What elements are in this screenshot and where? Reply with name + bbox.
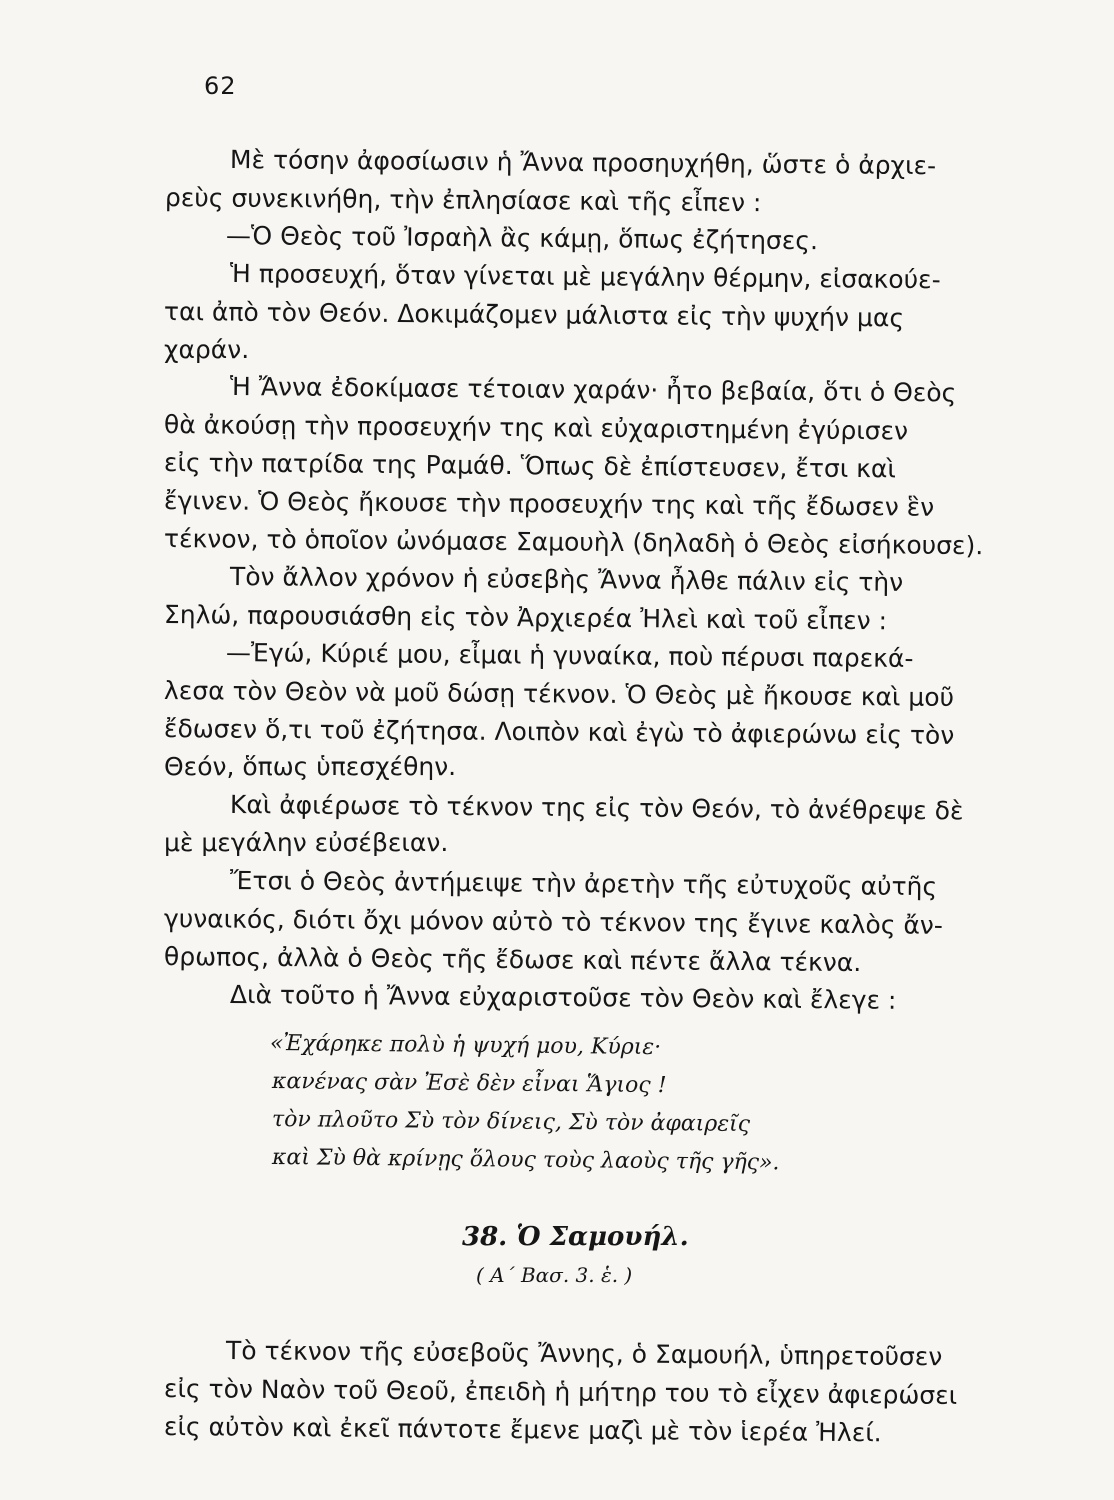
- verse-line: «Ἐχάρηκε πολὺ ἡ ψυχή μου, Κύριε·: [269, 1031, 662, 1061]
- body-line: Τὸ τέκνον τῆς εὐσεβοῦς Ἄννης, ὁ Σαμουήλ, ὑπηρετοῦσεν: [225, 1336, 943, 1372]
- body-line: Ἡ Ἄννα ἐδοκίμασε τέτοιαν χαράν· ἦτο βεβαία, ὅτι ὁ Θεὸς: [229, 372, 957, 408]
- body-line: ρεὺς συνεκινήθη, τὴν ἐπλησίασε καὶ τῆς εἶπεν :: [164, 183, 762, 218]
- body-line: λεσα τὸν Θεὸν νὰ μοῦ δώσῃ τέκνον. Ὁ Θεὸς μὲ ἤκουσε καὶ μοῦ: [163, 676, 955, 712]
- body-line: εἰς αὐτὸν καὶ ἐκεῖ πάντοτε ἔμενε μαζὶ μὲ τὸν ἱερέα Ἠλεί.: [163, 1412, 882, 1448]
- body-line: Τὸν ἄλλον χρόνον ἡ εὐσεβὴς Ἄννα ἦλθε πάλιν εἰς τὴν: [229, 562, 904, 597]
- page-number: 62: [204, 72, 237, 100]
- body-line: Καὶ ἀφιέρωσε τὸ τέκνον της εἰς τὸν Θεόν, τὸ ἀνέθρεψε δὲ: [229, 790, 964, 826]
- section-reference: ( Α΄ Βασ. 3. ἑ. ): [476, 1263, 633, 1287]
- verse-line: τὸν πλοῦτο Σὺ τὸν δίνεις, Σὺ τὸν ἀφαιρεῖς: [271, 1107, 751, 1138]
- body-line: τέκνον, τὸ ὁποῖον ὠνόμασε Σαμουὴλ (δηλαδὴ ὁ Θεὸς εἰσήκουσε).: [163, 524, 984, 561]
- body-line: θὰ ἀκούσῃ τὴν προσευχήν της καὶ εὐχαριστημένη ἐγύρισεν: [163, 410, 909, 446]
- body-line: εἰς τὴν πατρίδα της Ραμάθ. Ὅπως δὲ ἐπίστευσεν, ἔτσι καὶ: [163, 448, 897, 484]
- body-line: θρωπος, ἀλλὰ ὁ Θεὸς τῆς ἔδωσε καὶ πέντε ἄλλα τέκνα.: [163, 942, 862, 978]
- body-line: —Ὁ Θεὸς τοῦ Ἰσραὴλ ἂς κάμῃ, ὅπως ἐζήτησες.: [225, 221, 819, 256]
- body-line: ἔγινεν. Ὁ Θεὸς ἤκουσε τὴν προσευχήν της καὶ τῆς ἔδωσεν ἓν: [163, 486, 935, 522]
- body-line: εἰς τὸν Ναὸν τοῦ Θεοῦ, ἐπειδὴ ἡ μήτηρ του τὸ εἶχεν ἀφιερώσει: [163, 1374, 958, 1410]
- body-line: χαράν.: [164, 335, 250, 364]
- body-line: μὲ μεγάλην εὐσέβειαν.: [164, 828, 449, 857]
- body-line: γυναικός, διότι ὄχι μόνον αὐτὸ τὸ τέκνον της ἔγινε καλὸς ἄν-: [163, 904, 943, 940]
- body-line: —Ἐγώ, Κύριέ μου, εἶμαι ἡ γυναίκα, ποὺ πέρυσι παρεκά-: [225, 638, 914, 673]
- section-title: 38. Ὁ Σαμουήλ.: [462, 1222, 689, 1252]
- body-line: ἔδωσεν ὅ,τι τοῦ ἐζήτησα. Λοιπὸν καὶ ἐγὼ τὸ ἀφιερώνω εἰς τὸν: [163, 714, 955, 750]
- body-line: Ἡ προσευχή, ὅταν γίνεται μὲ μεγάλην θέρμην, εἰσακούε-: [229, 259, 941, 295]
- body-line: Διὰ τοῦτο ἡ Ἄννα εὐχαριστοῦσε τὸν Θεὸν καὶ ἔλεγε :: [229, 980, 897, 1015]
- body-line: ται ἀπὸ τὸν Θεόν. Δοκιμάζομεν μάλιστα εἰς τὴν ψυχήν μας: [163, 297, 905, 333]
- verse-line: κανένας σὰν Ἐσὲ δὲν εἶναι Ἅγιος !: [271, 1069, 667, 1099]
- body-line: Θεόν, ὅπως ὑπεσχέθην.: [164, 752, 457, 781]
- verse-line: καὶ Σὺ θὰ κρίνῃς ὅλους τοὺς λαοὺς τῆς γῆς».: [271, 1145, 780, 1176]
- body-line: Ἔτσι ὁ Θεὸς ἀντήμειψε τὴν ἀρετὴν τῆς εὐτυχοῦς αὐτῆς: [229, 866, 938, 902]
- body-line: Σηλώ, παρουσιάσθη εἰς τὸν Ἀρχιερέα Ἠλεὶ καὶ τοῦ εἶπεν :: [163, 600, 888, 636]
- body-line: Μὲ τόσην ἀφοσίωσιν ἡ Ἄννα προσηυχήθη, ὥστε ὁ ἀρχιε-: [229, 145, 937, 181]
